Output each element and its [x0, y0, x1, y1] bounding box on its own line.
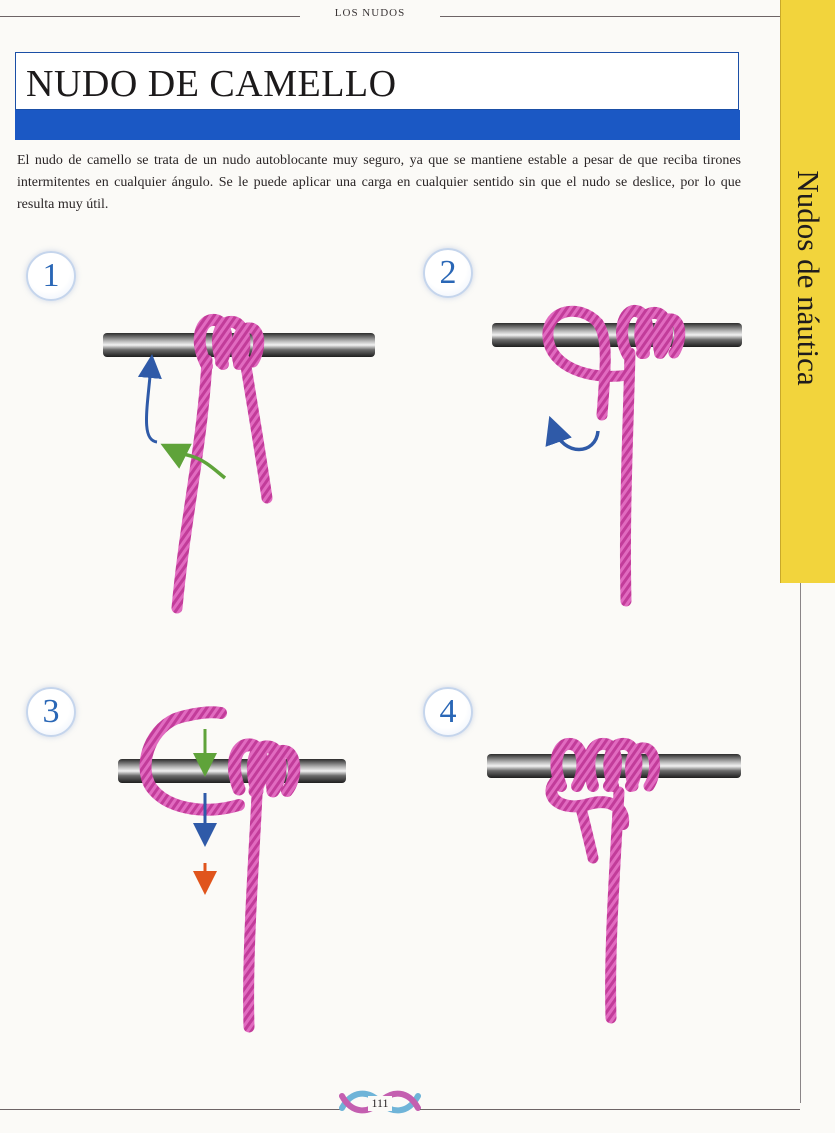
footer-rule-right — [420, 1109, 800, 1110]
title-box — [15, 52, 739, 110]
step-2-illustration — [490, 295, 750, 615]
page-number: 111 — [368, 1096, 392, 1111]
intro-paragraph: El nudo de camello se trata de un nudo autoblocante muy seguro, ya que se mantiene estable a pesar de que reciba tirones intermitentes en cualquier ángulo. Se le puede aplicar una carga en cualquier sentido sin que el nudo se deslice, por lo que resulta muy útil. — [17, 153, 741, 212]
header-rule-right — [440, 16, 780, 17]
running-head: LOS NUDOS — [300, 7, 440, 19]
direction-arrow-blue — [147, 366, 158, 442]
section-tab-edge — [780, 0, 781, 583]
step-2-number: 2 — [439, 254, 457, 291]
step-1-number: 1 — [42, 257, 60, 294]
step-4-number: 4 — [439, 693, 457, 730]
rope-strand — [177, 360, 207, 608]
page-title: NUDO DE CAMELLO — [26, 63, 397, 105]
step-2-badge — [423, 248, 473, 298]
header-rule-left — [0, 16, 300, 17]
step-1-illustration — [95, 300, 385, 620]
step-4-illustration — [485, 728, 745, 1028]
step-3-number: 3 — [42, 693, 60, 730]
section-tab-label: Nudos de náutica — [791, 170, 826, 386]
rope-strand — [245, 360, 267, 498]
rope-strand — [625, 353, 630, 601]
footer-rule-left — [0, 1109, 340, 1110]
rope-strand — [249, 795, 257, 1027]
title-accent-band — [15, 110, 740, 140]
direction-arrow-blue — [554, 429, 598, 450]
step-3-badge — [26, 687, 76, 737]
step-3-illustration — [115, 695, 355, 1035]
step-4-badge — [423, 687, 473, 737]
right-margin-rule — [800, 583, 801, 1103]
rope-tail — [581, 808, 593, 858]
step-1-badge — [26, 251, 76, 301]
